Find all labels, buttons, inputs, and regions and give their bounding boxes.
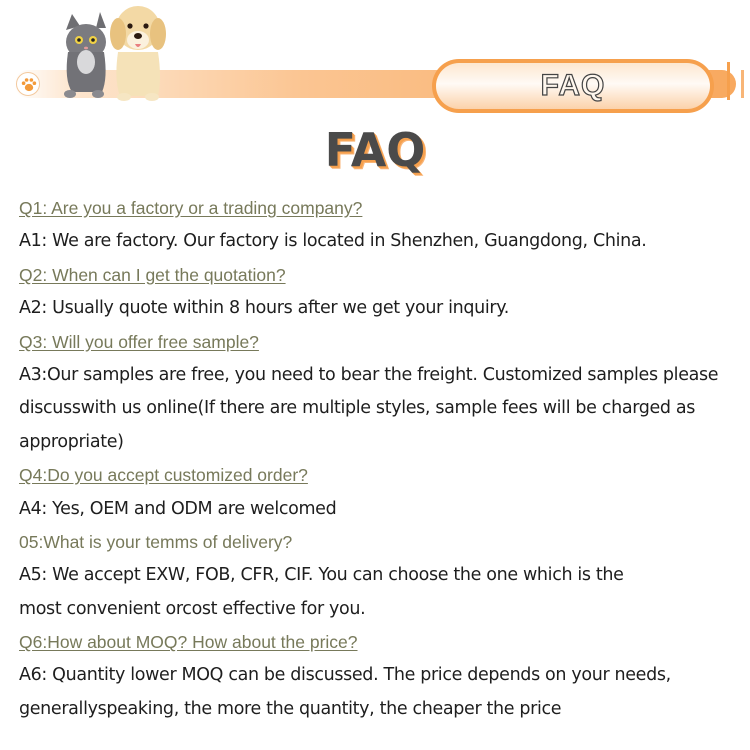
banner-end-stripe <box>727 62 730 100</box>
answer-line: A2: Usually quote within 8 hours after we get your inquiry. <box>19 298 509 319</box>
faq-list <box>19 192 744 726</box>
cat-icon <box>64 12 106 98</box>
answer-line: appropriate) <box>19 431 124 452</box>
faq-answer-1 <box>19 225 744 258</box>
faq-badge <box>432 59 714 113</box>
faq-question-2: Q2: When can I get the quotation? <box>19 264 286 285</box>
faq-banner <box>0 0 750 118</box>
faq-question-3: Q3: Will you offer free sample? <box>19 331 259 352</box>
faq-answer-4 <box>19 493 744 526</box>
answer-line: discusswith us online(If there are multiple styles, sample fees will be charged as <box>19 398 696 419</box>
faq-answer-5 <box>19 559 744 626</box>
page-title: FAQ <box>324 123 426 177</box>
faq-question-4: Q4:Do you accept customized order? <box>19 465 308 486</box>
answer-line: A4: Yes, OEM and ODM are welcomed <box>19 498 337 519</box>
faq-question-6: Q6:How about MOQ? How about the price? <box>19 632 358 653</box>
pets-illustration <box>58 0 168 102</box>
faq-answer-3 <box>19 359 744 459</box>
banner-end-stripe <box>741 70 744 98</box>
puppy-icon <box>110 6 166 101</box>
faq-answer-6 <box>19 659 744 726</box>
paw-icon <box>16 72 40 96</box>
answer-line: A6: Quantity lower MOQ can be discussed. The price depends on your needs, <box>19 665 671 686</box>
answer-line: A5: We accept EXW, FOB, CFR, CIF. You can choose the one which is the <box>19 565 624 586</box>
faq-question-5: 05:What is your temms of delivery? <box>19 531 293 552</box>
answer-line: generallyspeaking, the more the quantity, the cheaper the price <box>19 698 562 719</box>
answer-line: A3:Our samples are free, you need to bear the freight. Customized samples please <box>19 364 719 385</box>
faq-answer-2 <box>19 292 744 325</box>
answer-line: A1: We are factory. Our factory is located in Shenzhen, Guangdong, China. <box>19 231 647 252</box>
faq-question-1: Q1: Are you a factory or a trading company? <box>19 198 363 218</box>
faq-badge-label: FAQ <box>540 69 606 102</box>
answer-line: most convenient orcost effective for you. <box>19 598 366 619</box>
